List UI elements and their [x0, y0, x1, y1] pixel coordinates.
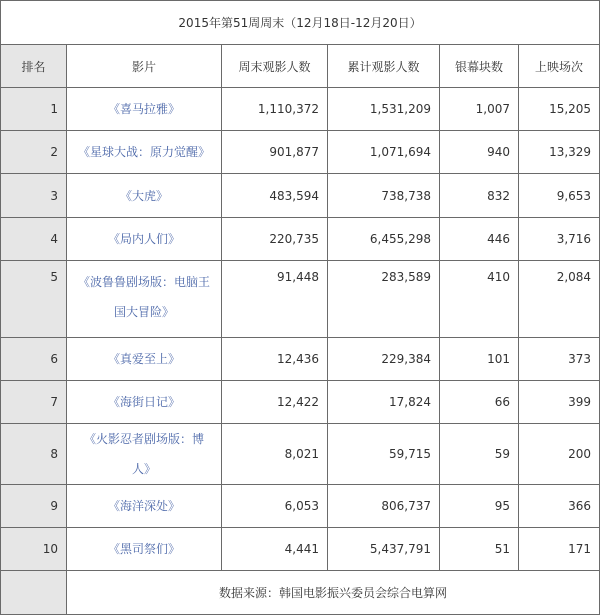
header-row: [1, 45, 600, 88]
shows-cell: 373: [519, 338, 600, 381]
rank-cell: 8: [1, 424, 67, 485]
weekend-cell: 1,110,372: [222, 88, 328, 131]
screens-cell: 59: [440, 424, 519, 485]
table-title: 2015年第51周周末（12月18日-12月20日）: [1, 1, 600, 45]
shows-cell: 3,716: [519, 218, 600, 261]
film-cell: 《大虎》: [67, 174, 222, 218]
total-cell: 5,437,791: [328, 528, 440, 571]
total-cell: 6,455,298: [328, 218, 440, 261]
screens-cell: 51: [440, 528, 519, 571]
film-cell: 《海洋深处》: [67, 485, 222, 528]
weekend-cell: 220,735: [222, 218, 328, 261]
weekend-cell: 4,441: [222, 528, 328, 571]
table-row: [1, 381, 600, 424]
screens-cell: 940: [440, 131, 519, 174]
shows-cell: 2,084: [519, 261, 600, 338]
table-row: [1, 261, 600, 338]
total-cell: 229,384: [328, 338, 440, 381]
screens-cell: 446: [440, 218, 519, 261]
film-cell: 《黑司祭们》: [67, 528, 222, 571]
film-cell: 《喜马拉雅》: [67, 88, 222, 131]
film-cell: 《真爱至上》: [67, 338, 222, 381]
rank-cell: 6: [1, 338, 67, 381]
shows-cell: 366: [519, 485, 600, 528]
rank-cell: 10: [1, 528, 67, 571]
header-film: 影片: [67, 45, 222, 88]
table-row: [1, 528, 600, 571]
table-row: [1, 424, 600, 485]
total-cell: 1,071,694: [328, 131, 440, 174]
header-total: 累计观影人数: [328, 45, 440, 88]
weekend-cell: 12,436: [222, 338, 328, 381]
weekend-cell: 6,053: [222, 485, 328, 528]
weekend-cell: 12,422: [222, 381, 328, 424]
title-row: [1, 1, 600, 45]
table-row: [1, 338, 600, 381]
rank-cell: 3: [1, 174, 67, 218]
rank-cell: 7: [1, 381, 67, 424]
film-cell: 《海街日记》: [67, 381, 222, 424]
total-cell: 806,737: [328, 485, 440, 528]
total-cell: 738,738: [328, 174, 440, 218]
table-row: [1, 485, 600, 528]
total-cell: 17,824: [328, 381, 440, 424]
table-row: [1, 88, 600, 131]
source-note: 数据来源：韩国电影振兴委员会综合电算网: [67, 571, 600, 615]
header-shows: 上映场次: [519, 45, 600, 88]
screens-cell: 1,007: [440, 88, 519, 131]
table-row: [1, 218, 600, 261]
weekend-cell: 91,448: [222, 261, 328, 338]
film-cell: 《星球大战：原力觉醒》: [67, 131, 222, 174]
rank-cell: 5: [1, 261, 67, 338]
total-cell: 59,715: [328, 424, 440, 485]
shows-cell: 200: [519, 424, 600, 485]
rank-cell: 1: [1, 88, 67, 131]
header-weekend: 周末观影人数: [222, 45, 328, 88]
shows-cell: 171: [519, 528, 600, 571]
source-rank-blank: [1, 571, 67, 615]
table-row: [1, 174, 600, 218]
rank-cell: 4: [1, 218, 67, 261]
table-row: [1, 131, 600, 174]
total-cell: 283,589: [328, 261, 440, 338]
header-screens: 银幕块数: [440, 45, 519, 88]
film-cell: 《局内人们》: [67, 218, 222, 261]
screens-cell: 66: [440, 381, 519, 424]
header-rank: 排名: [1, 45, 67, 88]
rank-cell: 2: [1, 131, 67, 174]
shows-cell: 399: [519, 381, 600, 424]
weekend-cell: 8,021: [222, 424, 328, 485]
shows-cell: 15,205: [519, 88, 600, 131]
screens-cell: 832: [440, 174, 519, 218]
weekend-cell: 901,877: [222, 131, 328, 174]
film-cell: 《火影忍者剧场版：博人》: [67, 424, 222, 485]
screens-cell: 101: [440, 338, 519, 381]
source-row: [1, 571, 600, 615]
screens-cell: 410: [440, 261, 519, 338]
shows-cell: 9,653: [519, 174, 600, 218]
shows-cell: 13,329: [519, 131, 600, 174]
rank-cell: 9: [1, 485, 67, 528]
film-cell: 《波鲁鲁剧场版：电脑王国大冒险》: [67, 261, 222, 338]
screens-cell: 95: [440, 485, 519, 528]
weekend-cell: 483,594: [222, 174, 328, 218]
total-cell: 1,531,209: [328, 88, 440, 131]
